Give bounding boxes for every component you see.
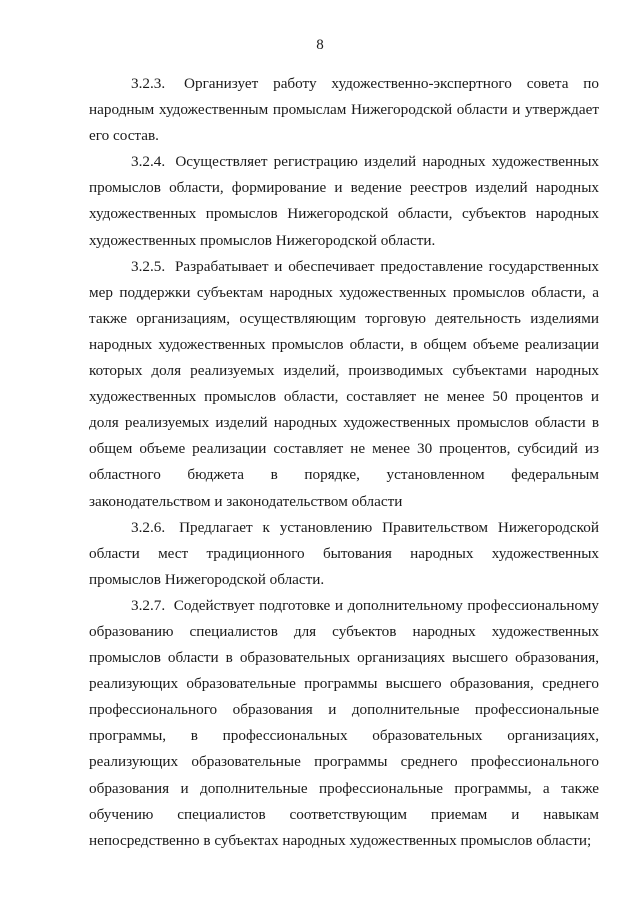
clause-number: 3.2.4. xyxy=(131,153,166,171)
clause-number: 3.2.7. xyxy=(131,596,166,614)
paragraph-3-2-4 xyxy=(89,149,599,253)
paragraph-3-2-7 xyxy=(89,593,599,854)
paragraph-3-2-3 xyxy=(89,71,599,149)
clause-number: 3.2.3. xyxy=(131,75,166,92)
document-body xyxy=(89,71,599,854)
page-number: 8 xyxy=(316,37,324,53)
clause-number: 3.2.5. xyxy=(131,257,166,275)
clause-number: 3.2.6. xyxy=(131,518,166,536)
clause-text: Разрабатывает и обеспечивает предоставление государственных мер поддержки субъектам народных художественных промыслов области, а также организациям, осуществляющим торговую деятельность изделиями народных художественных промыслов области, в общем объеме реализации которых доля реализуемых изделий, производимых субъектами народных художественных промыслов области, составляет не менее 50 процентов и доля реализуемых изделий народных художественных промыслов области в общем объеме реализации составляет не менее 30 процентов, субсидий из областного бюджета в порядке, установленном федеральным законодательством и законодательством области xyxy=(89,257,599,510)
clause-text: Содействует подготовке и дополнительному профессиональному образованию специалистов для субъектов народных художественных промыслов области в образовательных организациях высшего образования, реализующих образовательные программы высшего образования, среднего профессионального образования и дополнительные профессиональные программы, в профессиональных образовательных организациях, реализующих образовательные программы среднего профессионального образования и дополнительные профессиональные программы, а также обучению специалистов соответствующим приемам и навыкам непосредственно в субъектах народных художественных промыслов области; xyxy=(89,596,600,849)
paragraph-3-2-6 xyxy=(89,515,599,593)
clause-text: Организует работу художественно-экспертного совета по народным художественным промыслам Нижегородской области и утверждает его состав. xyxy=(89,75,599,145)
clause-text: Предлагает к установлению Правительством Нижегородской области мест традиционного бытования народных художественных промыслов Нижегородской области. xyxy=(89,518,600,588)
paragraph-3-2-5 xyxy=(89,254,599,515)
clause-text: Осуществляет регистрацию изделий народных художественных промыслов области, формирование и ведение реестров изделий народных художественных промыслов Нижегородской области, субъектов народных художественных промыслов Нижегородской области. xyxy=(89,153,600,249)
